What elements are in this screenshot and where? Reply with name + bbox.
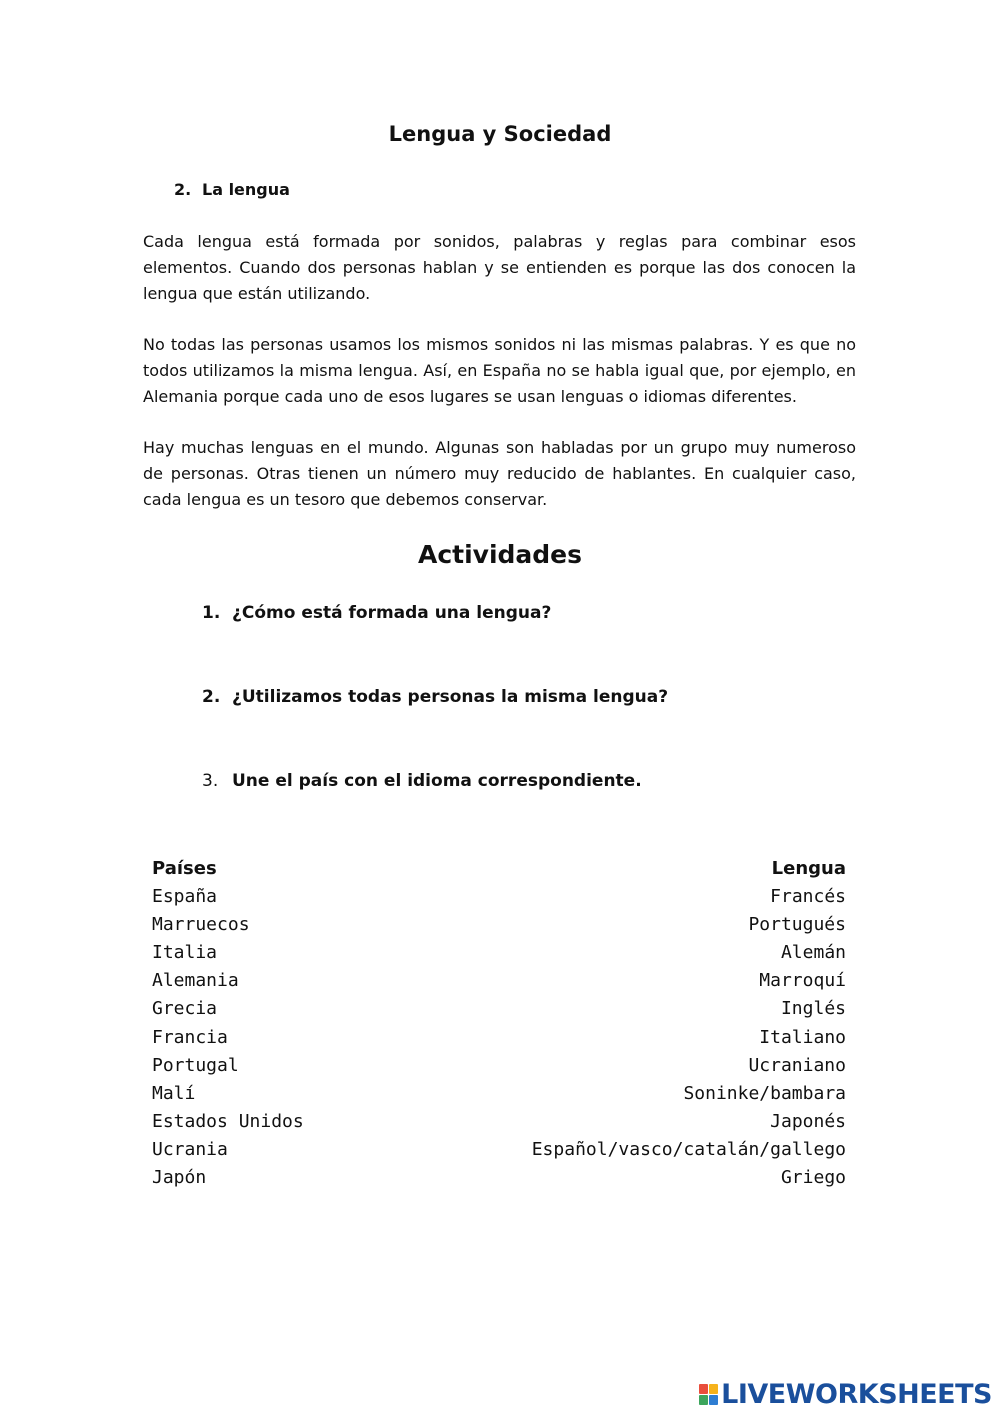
logo-text: LIVEWORKSHEETS <box>721 1378 992 1410</box>
language-item: Ucraniano <box>748 1054 846 1076</box>
question-text: ¿Utilizamos todas personas la misma lengua? <box>232 687 669 707</box>
countries-column <box>152 855 304 1192</box>
country-item: Portugal <box>152 1054 239 1076</box>
paragraph-1: Cada lengua está formada por sonidos, palabras y reglas para combinar esos elementos. Cuando dos personas hablan y se entienden es porque las dos conocen la lengua que están utilizando. <box>143 232 856 303</box>
paragraph-3: Hay muchas lenguas en el mundo. Algunas son habladas por un grupo muy numeroso de personas. Otras tienen un número muy reducido de hablantes. En cualquier caso, cada lengua es un tesoro que debemos conservar. <box>143 438 856 509</box>
country-item: Marruecos <box>152 914 250 936</box>
logo-mark-icon <box>699 1384 718 1405</box>
country-item: Italia <box>152 942 218 964</box>
languages-column <box>532 855 846 1192</box>
language-item: Francés <box>770 886 846 908</box>
section-label: La lengua <box>202 180 290 199</box>
country-item: Ucrania <box>152 1138 228 1160</box>
activities-title: Actividades <box>417 540 583 569</box>
country-item: Estados Unidos <box>152 1110 304 1132</box>
countries-header: Países <box>152 858 217 879</box>
country-item: Japón <box>152 1167 207 1189</box>
country-item: Grecia <box>152 998 218 1020</box>
country-item: Alemania <box>152 970 239 992</box>
language-item: Griego <box>780 1167 846 1189</box>
logo-tile <box>709 1384 718 1394</box>
logo-tile <box>699 1384 708 1394</box>
language-item: Japonés <box>770 1110 846 1132</box>
question-1 <box>202 603 551 623</box>
language-item: Soninke/bambara <box>683 1082 846 1104</box>
languages-header: Lengua <box>771 858 846 879</box>
question-3 <box>202 771 642 791</box>
question-2 <box>202 687 668 707</box>
section-heading <box>174 180 290 199</box>
question-number: 2. <box>202 687 221 707</box>
country-item: España <box>152 886 218 908</box>
section-number: 2. <box>174 180 192 199</box>
question-number: 3. <box>202 771 219 791</box>
question-text: Une el país con el idioma correspondiente. <box>232 771 642 791</box>
liveworksheets-logo[interactable] <box>699 1378 992 1410</box>
language-item: Italiano <box>759 1026 846 1048</box>
logo-tile <box>709 1395 718 1405</box>
language-item: Alemán <box>780 942 846 964</box>
language-item: Portugués <box>748 914 846 936</box>
language-item: Inglés <box>780 998 846 1020</box>
country-item: Malí <box>152 1082 196 1104</box>
paragraph-2: No todas las personas usamos los mismos sonidos ni las mismas palabras. Y es que no todos utilizamos la misma lengua. Así, en España no se habla igual que, por ejemplo, en Alemania porque cada uno de esos lugares se usan lenguas o idiomas diferentes. <box>143 335 856 406</box>
logo-tile <box>699 1395 708 1405</box>
language-item: Español/vasco/catalán/gallego <box>531 1138 846 1160</box>
question-text: ¿Cómo está formada una lengua? <box>232 603 552 623</box>
page-title: Lengua y Sociedad <box>388 122 612 146</box>
country-item: Francia <box>152 1026 228 1048</box>
language-item: Marroquí <box>759 970 846 992</box>
question-number: 1. <box>202 603 221 623</box>
